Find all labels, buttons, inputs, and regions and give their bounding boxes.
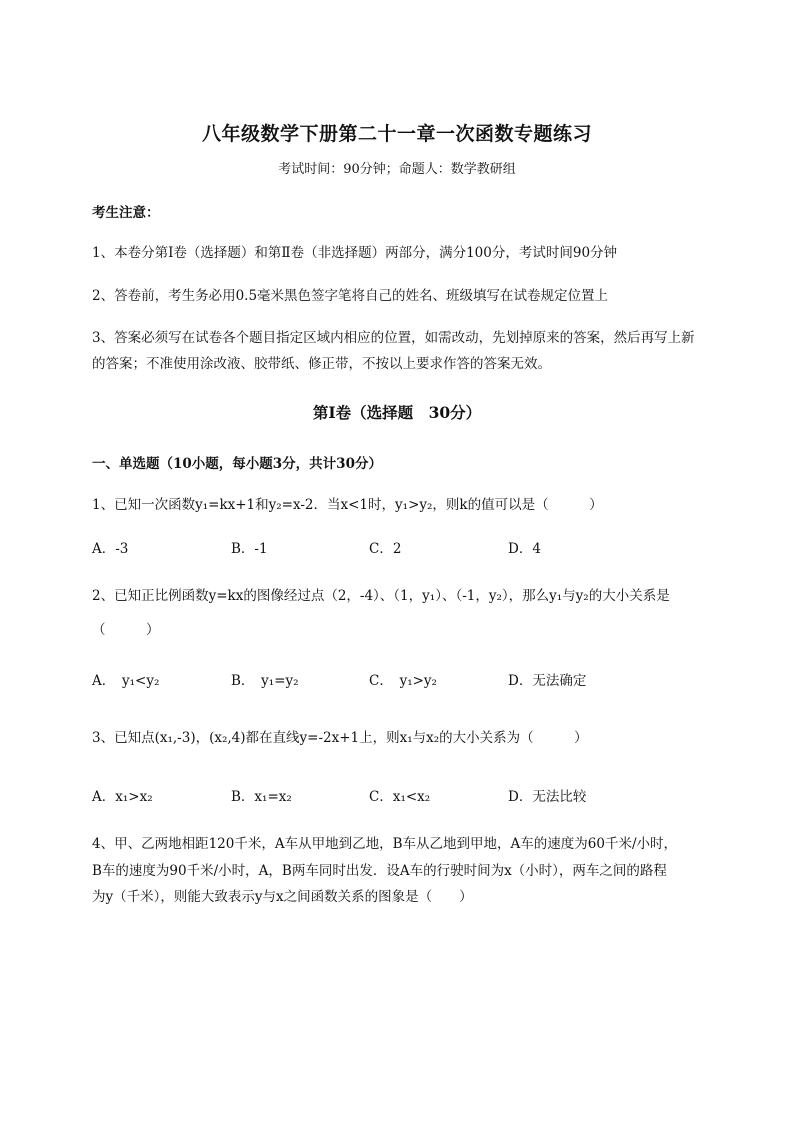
- question-1-stem: 1、已知一次函数y₁=kx+1和y₂=x-2．当x<1时，y₁>y₂，则k的值可以是（ ）: [92, 497, 603, 513]
- notice-item-3-cont: 的答案；不准使用涂改液、胶带纸、修正带，不按以上要求作答的答案无效。: [92, 356, 551, 372]
- q1-option-b[interactable]: B．-1: [231, 541, 268, 557]
- question-4-stem-cont-1: B车的速度为90千米/小时，A，B两车同时出发．设A车的行驶时间为x（小时），两车之间的路程: [92, 863, 667, 879]
- question-2-stem-cont: （ ）: [92, 622, 160, 638]
- q2-option-a[interactable]: A． y₁<y₂: [92, 673, 160, 689]
- notice-item-1: 1、本卷分第I卷（选择题）和第Ⅱ卷（非选择题）两部分，满分100分，考试时间90分钟: [92, 245, 618, 261]
- q2-option-c[interactable]: C． y₁>y₂: [369, 673, 437, 689]
- notice-item-3: 3、答案必须写在试卷各个题目指定区域内相应的位置，如需改动，先划掉原来的答案，然后再写上新: [92, 330, 695, 346]
- notice-item-2: 2、答卷前，考生务必用0.5毫米黑色签字笔将自己的姓名、班级填写在试卷规定位置上: [92, 288, 609, 304]
- notice-heading: 考生注意：: [92, 205, 160, 221]
- section-title: 第I卷（选择题 30分）: [312, 403, 482, 422]
- exam-subtitle: 考试时间：90分钟；命题人：数学教研组: [278, 162, 516, 177]
- q1-option-a[interactable]: A．-3: [92, 541, 129, 557]
- q1-option-c[interactable]: C．2: [369, 541, 402, 557]
- question-4-stem-cont-2: 为y（千米），则能大致表示y与x之间函数关系的图象是（ ）: [92, 889, 473, 905]
- q3-option-a[interactable]: A．x₁>x₂: [92, 789, 153, 805]
- q3-option-d[interactable]: D．无法比较: [508, 789, 587, 805]
- question-2-stem: 2、已知正比例函数y=kx的图像经过点（2，-4）、（1，y₁）、（-1，y₂），那么y₁与y₂的大小关系是: [92, 588, 670, 604]
- q2-option-d[interactable]: D．无法确定: [508, 673, 587, 689]
- question-3-stem: 3、已知点(x₁,-3)，(x₂,4)都在直线y=-2x+1上，则x₁与x₂的大小关系为（ ）: [92, 730, 588, 746]
- q1-option-d[interactable]: D．4: [508, 541, 541, 557]
- part-heading: 一、单选题（10小题，每小题3分，共计30分）: [92, 456, 382, 472]
- q3-option-b[interactable]: B．x₁=x₂: [231, 789, 292, 805]
- q3-option-c[interactable]: C．x₁<x₂: [369, 789, 431, 805]
- question-4-stem: 4、甲、乙两地相距120千米，A车从甲地到乙地，B车从乙地到甲地，A车的速度为60千米/小时，: [92, 836, 678, 852]
- page-title: 八年级数学下册第二十一章一次函数专题练习: [201, 123, 592, 145]
- q2-option-b[interactable]: B． y₁=y₂: [231, 673, 299, 689]
